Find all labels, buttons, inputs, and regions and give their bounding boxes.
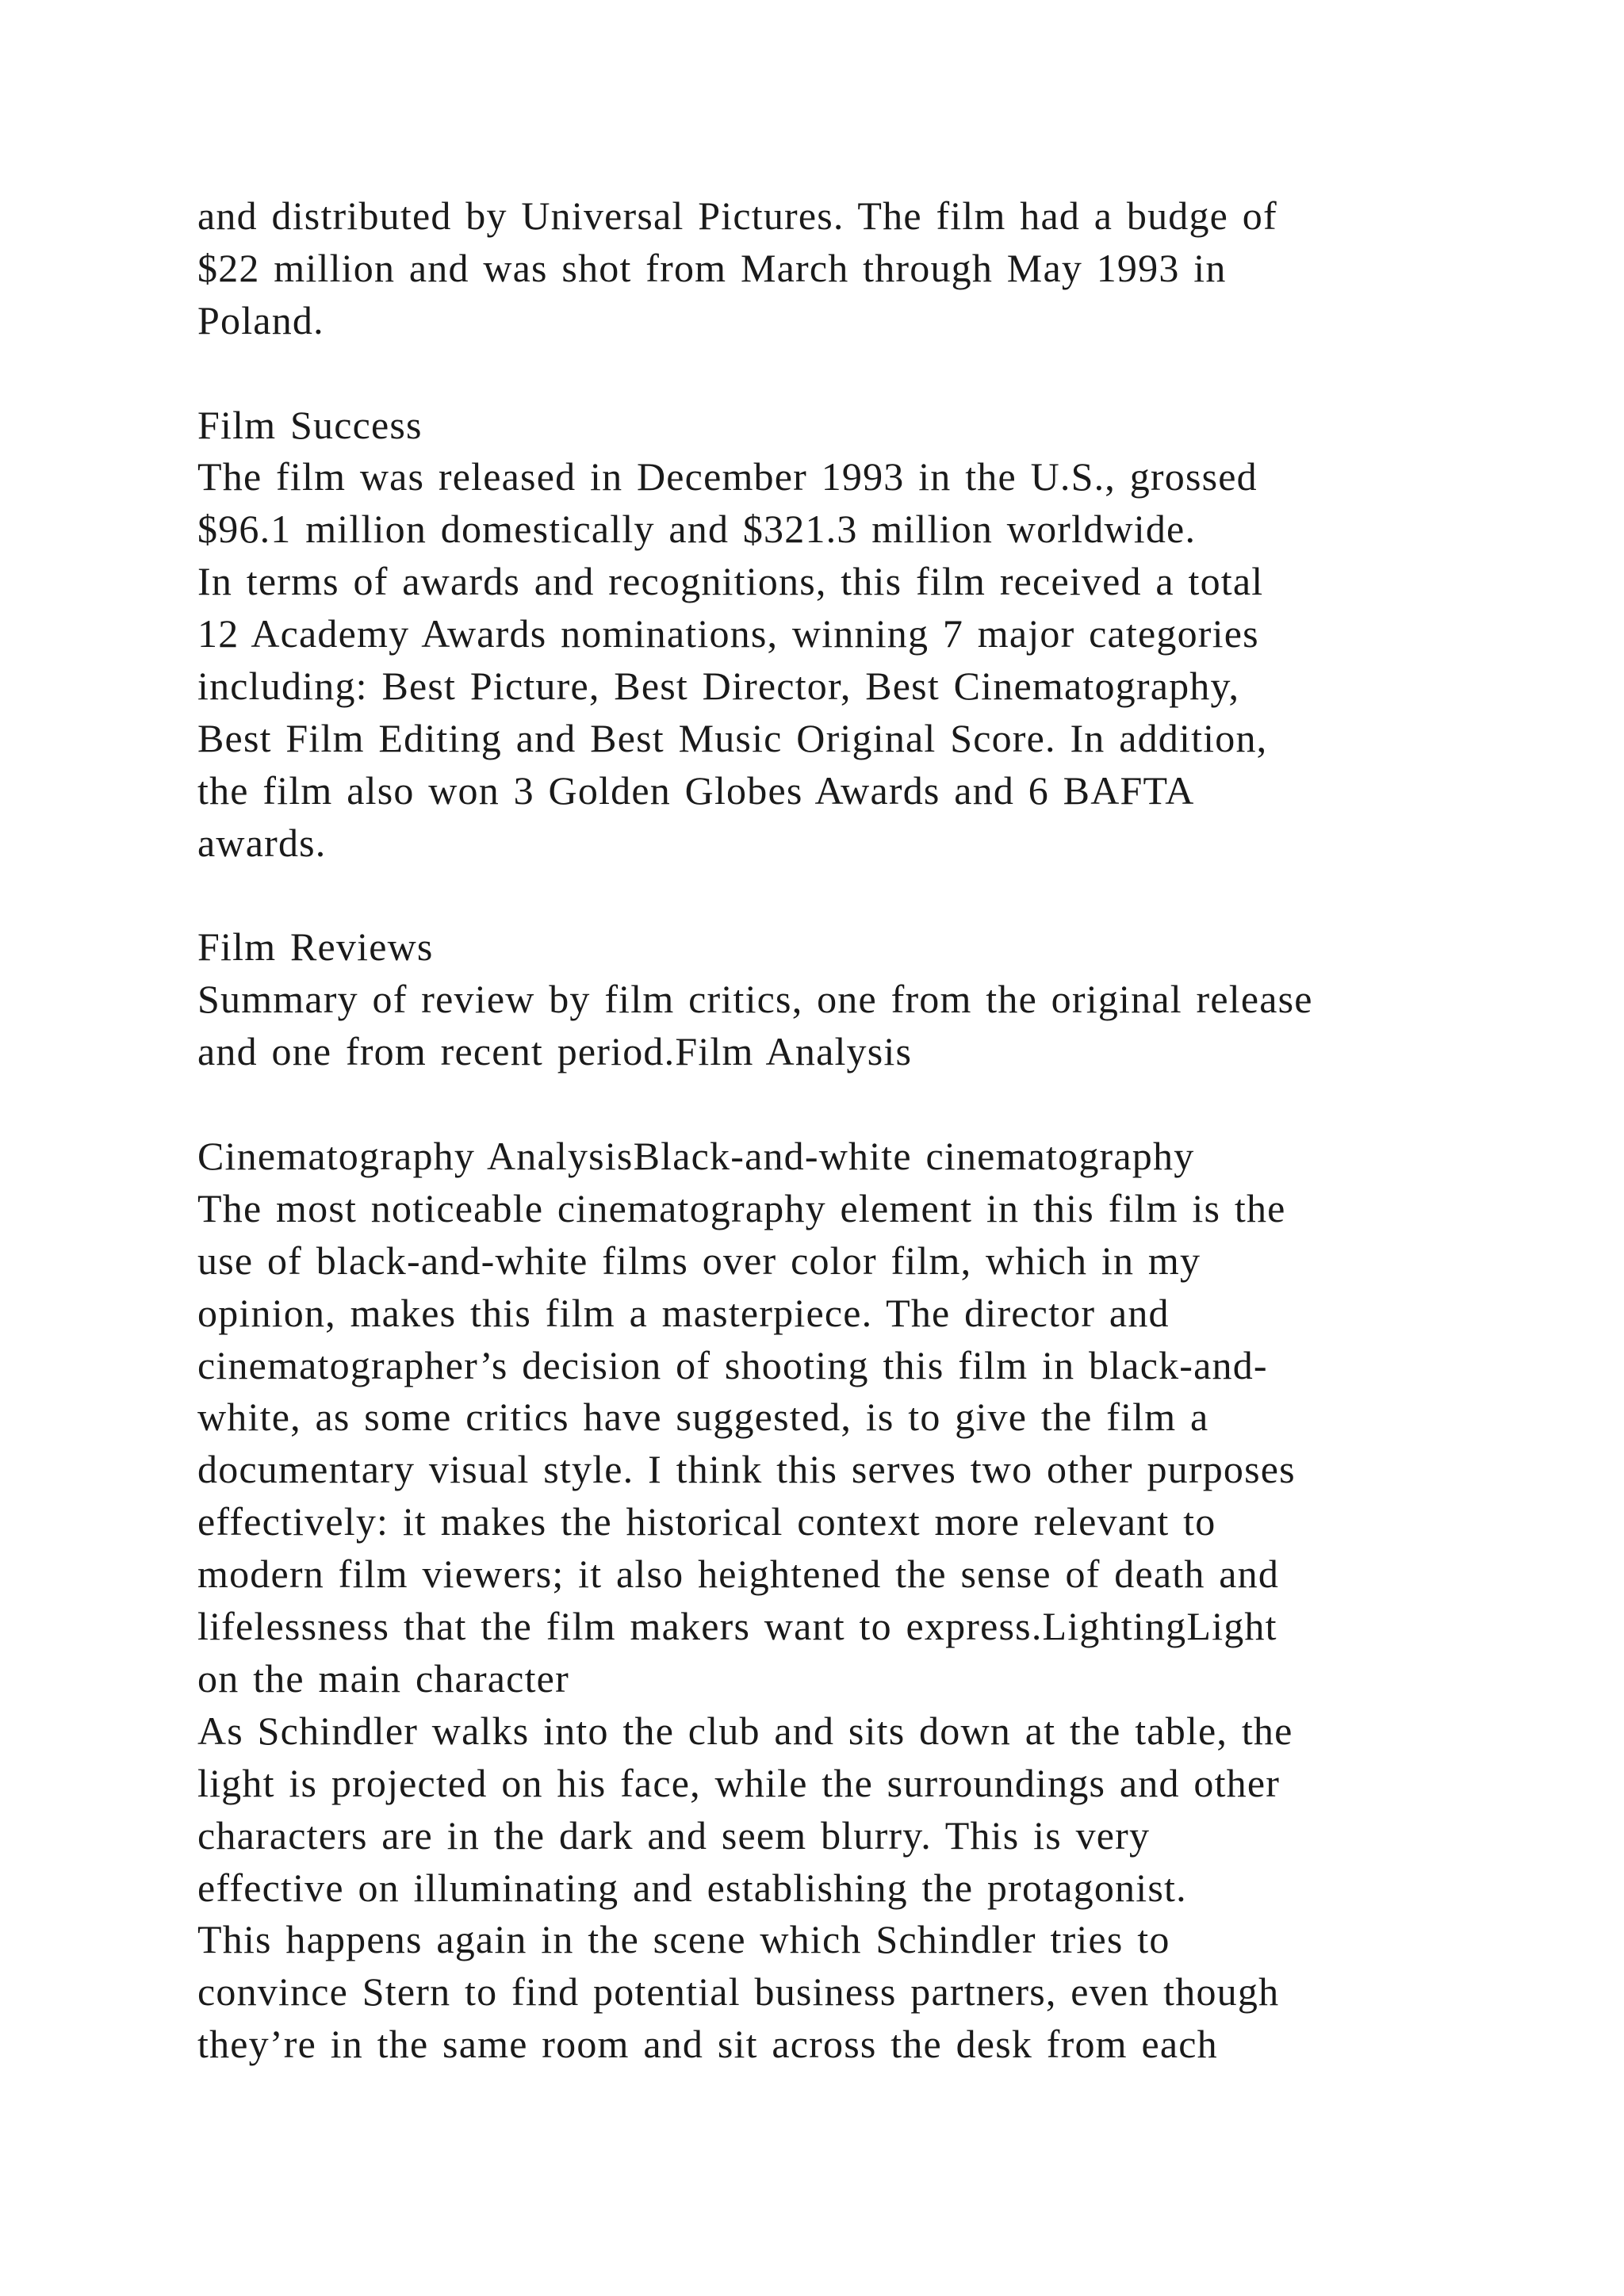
text-line: lifelessness that the film makers want to express.LightingLight (197, 1604, 1277, 1649)
text-line: convince Stern to find potential business partners, even though (197, 1969, 1280, 2015)
text-line: documentary visual style. I think this serves two other purposes (197, 1447, 1296, 1492)
text-line: cinematographer’s decision of shooting this film in black-and- (197, 1342, 1268, 1387)
paragraph-film-reviews (197, 974, 1466, 1078)
text-line: In terms of awards and recognitions, this film received a total (197, 559, 1264, 604)
document-body (197, 190, 1466, 2071)
text-line: modern film viewers; it also heightened the sense of death and (197, 1552, 1280, 1597)
text-line: and one from recent period.Film Analysis (197, 1029, 913, 1074)
paragraph-gap (197, 1078, 1466, 1131)
text-line: This happens again in the scene which Schindler tries to (197, 1917, 1170, 1962)
text-line: The most noticeable cinematography element in this film is the (197, 1185, 1286, 1230)
text-line: and distributed by Universal Pictures. The film had a budge of (197, 193, 1277, 238)
text-line: The film was released in December 1993 in the U.S., grossed (197, 454, 1258, 499)
paragraph-gap (197, 347, 1466, 400)
section-heading: Film Reviews (197, 924, 434, 970)
heading-cinematography (197, 1131, 1466, 1183)
text-line: use of black-and-white films over color film, which in my (197, 1238, 1201, 1283)
text-line: light is projected on his face, while the surroundings and other (197, 1760, 1281, 1805)
text-line: the film also won 3 Golden Globes Awards and 6 BAFTA (197, 767, 1195, 813)
text-line: awards. (197, 820, 327, 865)
section-heading: Film Success (197, 402, 423, 447)
text-line: Poland. (197, 297, 324, 342)
text-line: 12 Academy Awards nominations, winning 7 major categories (197, 611, 1259, 656)
text-line: including: Best Picture, Best Director, Best Cinematography, (197, 664, 1240, 709)
paragraph-production-tail (197, 190, 1466, 347)
text-line: $22 million and was shot from March through May 1993 in (197, 245, 1227, 290)
text-line: characters are in the dark and seem blurry. This is very (197, 1812, 1151, 1858)
text-line: $96.1 million domestically and $321.3 million worldwide. (197, 507, 1197, 552)
section-heading: Cinematography AnalysisBlack-and-white cinematography (197, 1134, 1195, 1179)
text-line: Summary of review by film critics, one from the original release (197, 977, 1313, 1022)
text-line: Best Film Editing and Best Music Original Score. In addition, (197, 715, 1268, 760)
paragraph-film-success (197, 451, 1466, 869)
text-line: on the main character (197, 1655, 569, 1701)
text-line: white, as some critics have suggested, is to give the film a (197, 1395, 1209, 1440)
text-line: effective on illuminating and establishing the protagonist. (197, 1865, 1187, 1910)
heading-film-success (197, 400, 1466, 452)
text-line: they’re in the same room and sit across the desk from each (197, 2022, 1218, 2067)
paragraph-gap (197, 870, 1466, 922)
text-line: opinion, makes this film a masterpiece. The director and (197, 1290, 1170, 1335)
text-line: As Schindler walks into the club and sits down at the table, the (197, 1708, 1293, 1753)
paragraph-cinematography (197, 1183, 1466, 2071)
heading-film-reviews (197, 921, 1466, 974)
text-line: effectively: it makes the historical context more relevant to (197, 1499, 1216, 1544)
